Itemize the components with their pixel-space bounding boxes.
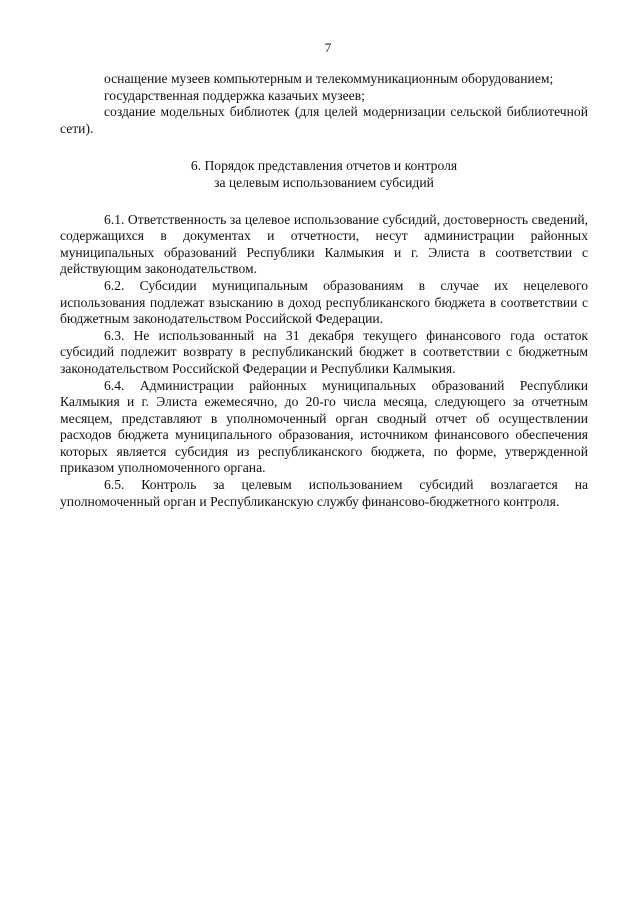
intro-item: оснащение музеев компьютерным и телекоммуникационным оборудованием; — [104, 71, 554, 86]
intro-item: создание модельных библиотек (для целей модернизации сельской библиотечной сети). — [60, 104, 588, 136]
section-paragraph-6-5: 6.5. Контроль за целевым использованием субсидий возлагается на уполномоченный орган и Республиканскую службу финансово-бюджетного контроля. — [60, 477, 588, 509]
section-heading-line: за целевым использованием субсидий — [214, 174, 434, 190]
section-paragraph-6-2: 6.2. Субсидии муниципальным образованиям в случае их нецелевого использования подлежат взысканию в доход республиканского бюджета в соответствии с бюджетным законодательством Российской Федерации. — [60, 277, 588, 327]
section-paragraph-6-4: 6.4. Администрации районных муниципальных образований Республики Калмыкия и г. Элиста ежемесячно, до 20-го числа месяца, следующего за отчетным месяцем, представляют в уполномоченный орган сводный отчет об осуществлении расходов бюджета муниципального образования, источником финансового обеспечения которых является субсидия из республиканского бюджета, по форме, утвержденной приказом уполномоченного органа. — [60, 377, 588, 476]
section-heading — [60, 158, 588, 191]
document-body — [60, 71, 588, 510]
section-heading-line: 6. Порядок представления отчетов и контроля — [190, 158, 458, 174]
page-number: 7 — [324, 40, 332, 55]
intro-item: государственная поддержка казачьих музеев; — [104, 87, 365, 103]
section-paragraph-6-1: 6.1. Ответственность за целевое использование субсидий, достоверность сведений, содержащихся в документах и отчетности, несут администрации районных муниципальных образований Республики Калмыкия и г. Элиста в соответствии с действующим законодательством. — [60, 211, 588, 277]
section-paragraph-6-3: 6.3. Не использованный на 31 декабря текущего финансового года остаток субсидий подлежит возврату в республиканский бюджет в соответствии с бюджетным законодательством Российской Федерации и Республики Калмыкия. — [60, 327, 588, 376]
